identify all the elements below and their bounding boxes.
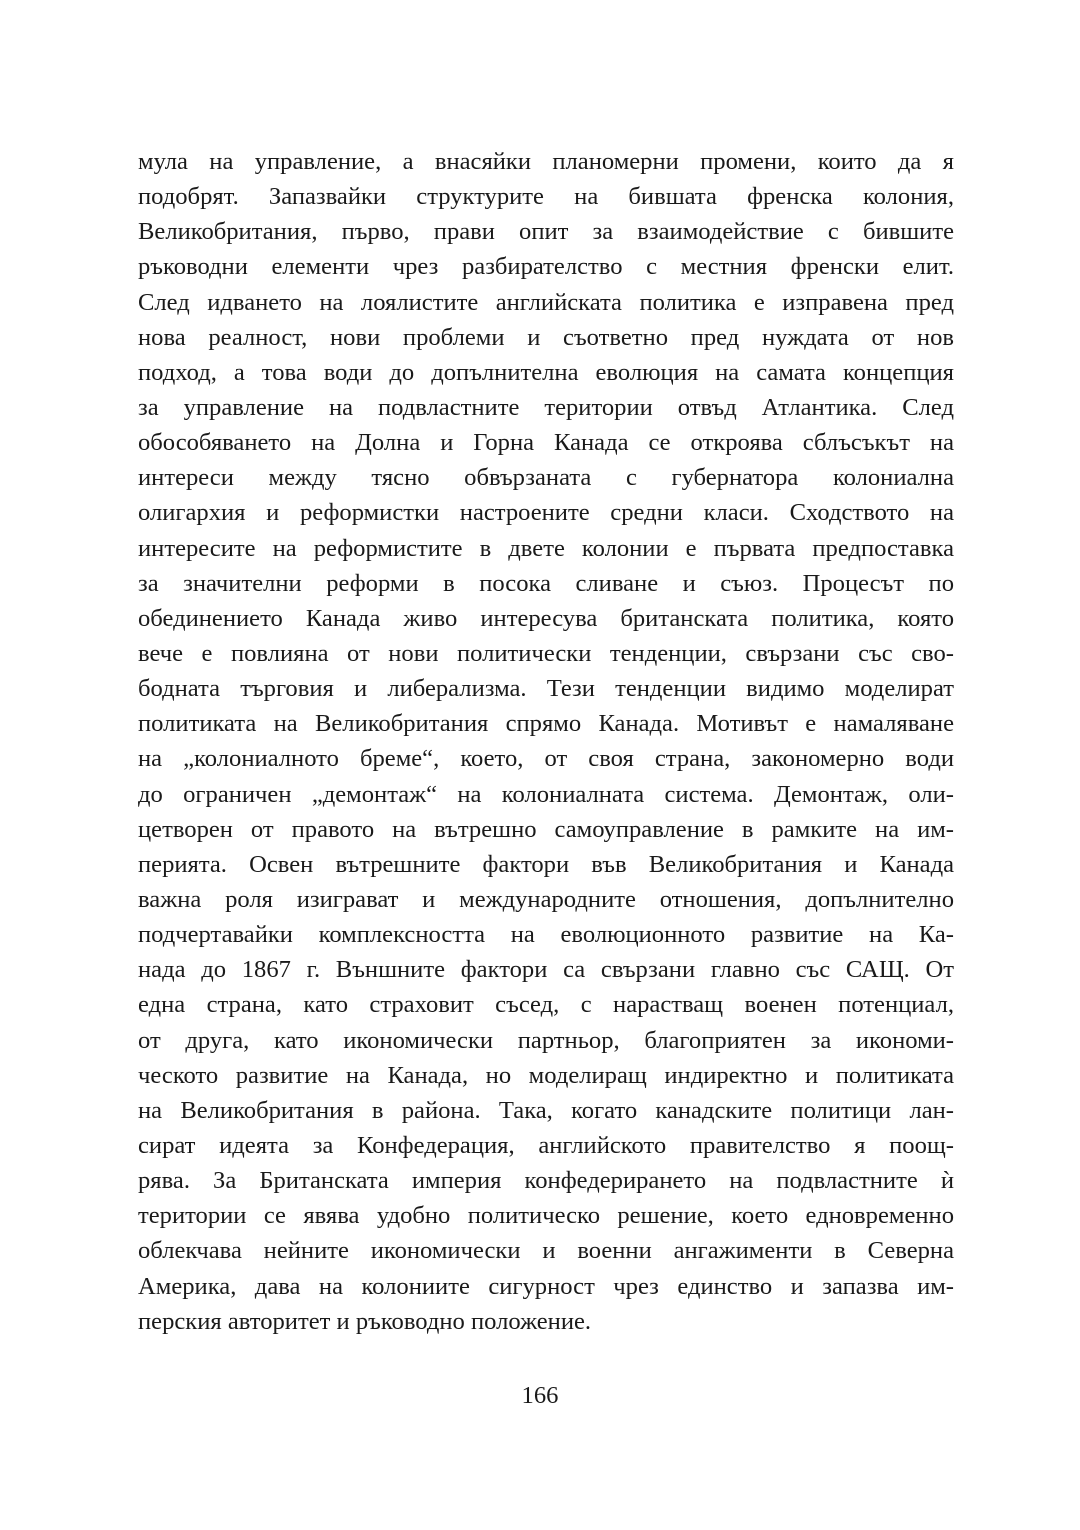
text-line: на Великобритания в района. Така, когато канадските политици лан- xyxy=(138,1096,954,1124)
text-line: подход, а това води до допълнителна еволюция на самата концепция xyxy=(138,358,954,386)
text-line: нада до 1867 г. Външните фактори са свързани главно със САЩ. От xyxy=(138,956,954,984)
text-line: интересите на реформистите в двете колонии е първата предпоставка xyxy=(138,534,954,562)
text-line: от друга, като икономически партньор, благоприятен за икономи- xyxy=(138,1026,954,1054)
text-line: обединението Канада живо интересува британската политика, която xyxy=(138,604,954,632)
text-line: мула на управление, а внасяйки планомерни промени, които да я xyxy=(138,148,954,175)
text-line: за управление на подвластните територии отвъд Атлантика. След xyxy=(138,393,954,421)
text-line: Америка, дава на колониите сигурност чрез единство и запазва им- xyxy=(138,1272,954,1300)
text-line: бодната търговия и либерализма. Тези тенденции видимо моделират xyxy=(138,675,954,703)
text-line: важна роля изиграват и международните отношения, допълнително xyxy=(138,885,954,913)
text-line: интереси между тясно обвързаната с губернатора колониална xyxy=(138,464,954,492)
text-line: за значителни реформи в посока сливане и съюз. Процесът по xyxy=(138,569,954,597)
text-line: Великобритания, първо, прави опит за взаимодействие с бившите xyxy=(138,218,954,246)
text-line: ръководни елементи чрез разбирателство с местния френски елит. xyxy=(138,253,954,281)
text-line: нова реалност, нови проблеми и съответно пред нуждата от нов xyxy=(138,323,954,351)
text-line: обособяването на Долна и Горна Канада се откроява сблъсъкът на xyxy=(138,429,954,457)
text-line: подобрят. Запазвайки структурите на бившата френска колония, xyxy=(138,183,954,211)
text-line: сират идеята за Конфедерация, английското правителство я поощ- xyxy=(138,1131,954,1159)
text-line: перията. Освен вътрешните фактори във Великобритания и Канада xyxy=(138,850,954,878)
text-line-last: перския авторитет и ръководно положение. xyxy=(138,1307,592,1335)
text-line: политиката на Великобритания спрямо Канада. Мотивът е намаляване xyxy=(138,710,954,738)
text-line: вече е повлияна от нови политически тенденции, свързани със сво- xyxy=(138,639,954,667)
text-line: След идването на лоялистите английската политика е изправена пред xyxy=(138,288,954,316)
text-line: на „колониалното бреме“, което, от своя страна, закономерно води xyxy=(138,745,954,773)
text-line: до ограничен „демонтаж“ на колониалната система. Демонтаж, оли- xyxy=(138,780,954,808)
text-line: рява. За Британската империя конфедерирането на подвластните ѝ xyxy=(138,1167,954,1195)
body-paragraph xyxy=(138,144,954,1339)
text-line: една страна, като страховит съсед, с нарастващ военен потенциал, xyxy=(138,991,954,1019)
text-line: облекчава нейните икономически и военни ангажименти в Северна xyxy=(138,1237,954,1265)
text-line: цетворен от правото на вътрешно самоуправление в рамките на им- xyxy=(138,815,954,843)
text-line: ческото развитие на Канада, но моделиращ индиректно и политиката xyxy=(138,1061,954,1089)
page-number: 166 xyxy=(521,1382,559,1409)
text-line: територии се явява удобно политическо решение, което едновременно xyxy=(138,1202,954,1230)
text-line: олигархия и реформистки настроените средни класи. Сходството на xyxy=(138,499,954,527)
text-line: подчертавайки комплексността на еволюционното развитие на Ка- xyxy=(138,921,954,949)
